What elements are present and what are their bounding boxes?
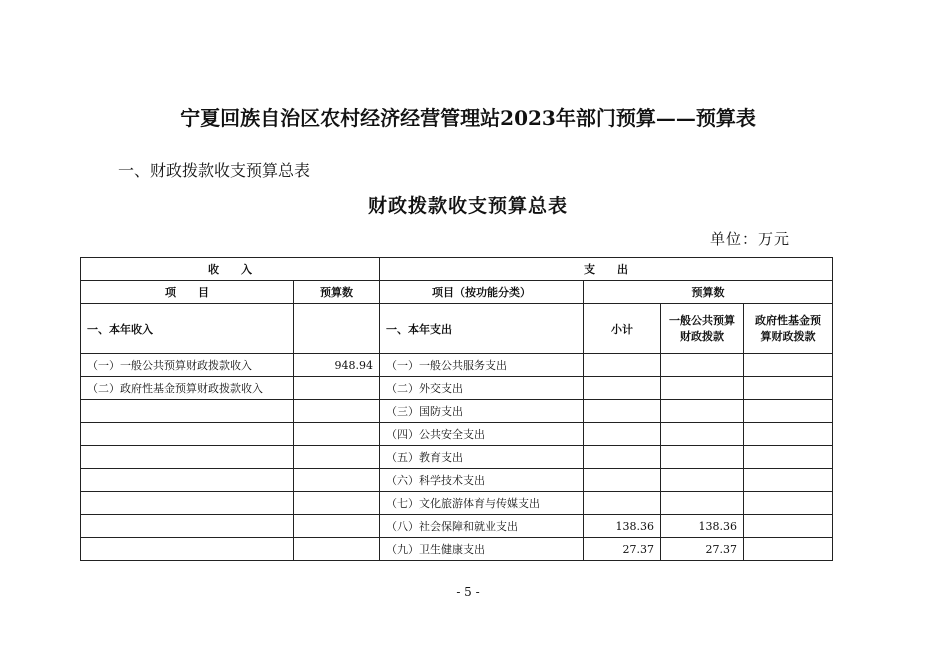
cell-subtotal: 138.36 [584,515,661,538]
col-budget: 预算数 [294,281,380,304]
cell-income-amt [294,538,380,561]
table-row [81,446,833,469]
cell-expense: （四）公共安全支出 [380,423,584,446]
col-func-item: 项目（按功能分类） [380,281,584,304]
expense-header: 支 出 [380,258,833,281]
cell-income [81,446,294,469]
cell-subtotal [584,446,661,469]
cell-income-amt [294,400,380,423]
budget-table [80,257,833,561]
cell-expense: （五）教育支出 [380,446,584,469]
cell-subtotal [584,400,661,423]
cell-fund [744,515,833,538]
income-total-label: 一、本年收入 [81,304,294,354]
cell-income-amt [294,492,380,515]
income-header: 收 入 [81,258,380,281]
cell-income [81,492,294,515]
cell-income-amt [294,423,380,446]
cell-subtotal [584,469,661,492]
cell-income-amt [294,515,380,538]
table-row [81,492,833,515]
cell-fund [744,354,833,377]
cell-fund [744,377,833,400]
table-row [81,515,833,538]
cell-expense: （二）外交支出 [380,377,584,400]
cell-income-amt: 948.94 [294,354,380,377]
cell-income-amt [294,469,380,492]
col-item: 项 目 [81,281,294,304]
cell-general [661,469,744,492]
cell-fund [744,446,833,469]
table-row [81,538,833,561]
cell-general [661,400,744,423]
document-title: 宁夏回族自治区农村经济经营管理站2023年部门预算——预算表 [180,106,756,130]
unit-label: 单位：万元 [710,230,791,248]
col-subtotal: 小计 [584,304,661,354]
cell-income: （二）政府性基金预算财政拨款收入 [81,377,294,400]
cell-general: 27.37 [661,538,744,561]
table-row [81,400,833,423]
cell-income [81,538,294,561]
cell-general [661,423,744,446]
table-row [81,469,833,492]
cell-expense: （七）文化旅游体育与传媒支出 [380,492,584,515]
cell-subtotal: 27.37 [584,538,661,561]
cell-income [81,469,294,492]
cell-expense: （一）一般公共服务支出 [380,354,584,377]
cell-subtotal [584,377,661,400]
expense-total-label: 一、本年支出 [380,304,584,354]
cell-general: 138.36 [661,515,744,538]
cell-general [661,492,744,515]
cell-income: （一）一般公共预算财政拨款收入 [81,354,294,377]
col-budget2: 预算数 [584,281,833,304]
cell-fund [744,492,833,515]
cell-income-amt [294,377,380,400]
col-fund: 政府性基金预算财政拨款 [744,304,833,354]
cell-fund [744,400,833,423]
cell-subtotal [584,492,661,515]
cell-expense: （六）科学技术支出 [380,469,584,492]
cell-income [81,515,294,538]
table-row [81,377,833,400]
table-title: 财政拨款收支预算总表 [367,195,568,217]
cell-expense: （八）社会保障和就业支出 [380,515,584,538]
section-heading: 一、财政拨款收支预算总表 [118,161,311,180]
table-row [81,423,833,446]
cell-income [81,423,294,446]
cell-fund [744,538,833,561]
table-row [81,354,833,377]
income-total-amt [294,304,380,354]
cell-general [661,446,744,469]
cell-fund [744,423,833,446]
cell-fund [744,469,833,492]
cell-general [661,354,744,377]
cell-income-amt [294,446,380,469]
cell-income [81,400,294,423]
cell-expense: （九）卫生健康支出 [380,538,584,561]
cell-subtotal [584,423,661,446]
cell-general [661,377,744,400]
page-number: - 5 - [456,585,480,599]
cell-subtotal [584,354,661,377]
cell-expense: （三）国防支出 [380,400,584,423]
col-general: 一般公共预算财政拨款 [661,304,744,354]
